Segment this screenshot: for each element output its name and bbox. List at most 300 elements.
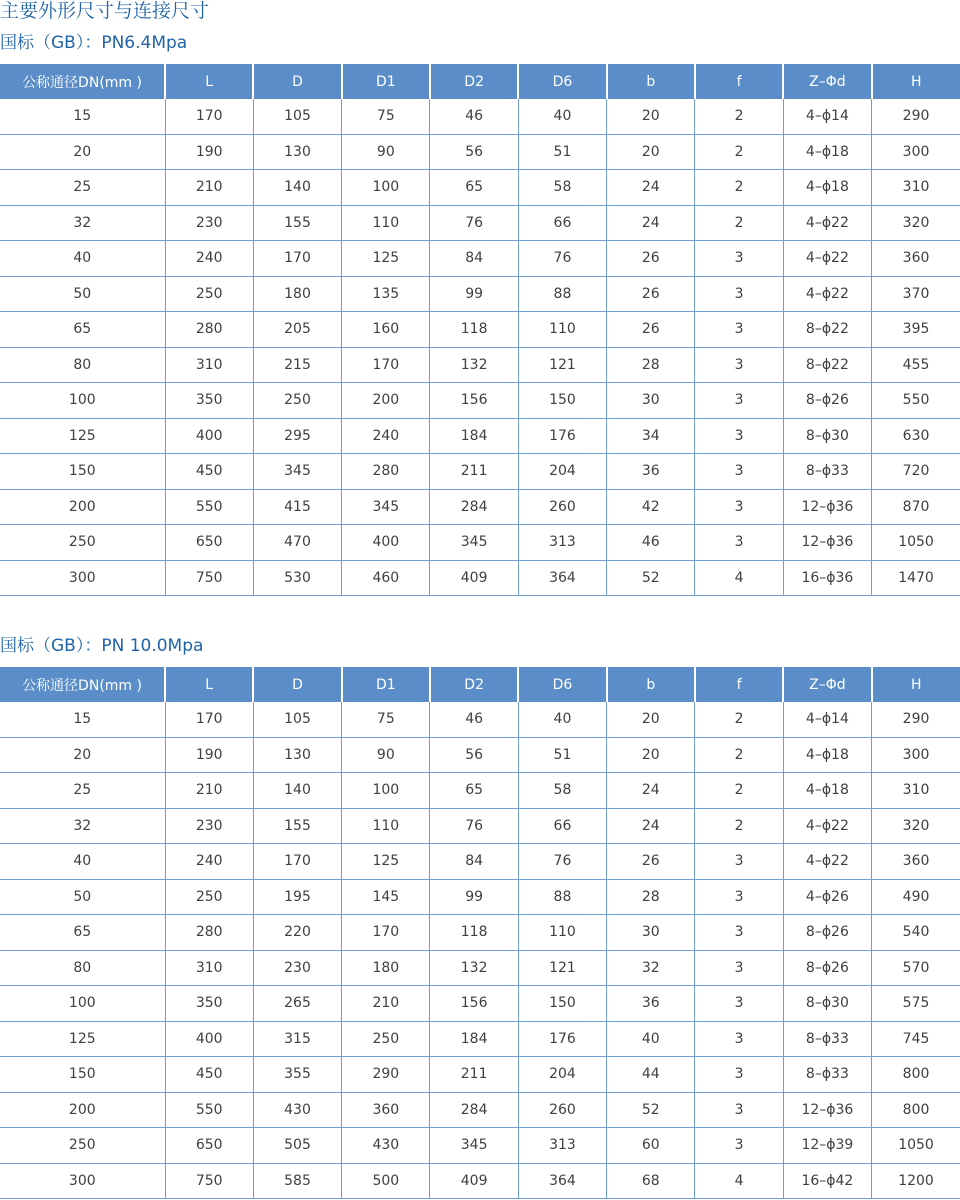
- table-cell: 300: [872, 737, 960, 773]
- table-cell: 3: [695, 950, 783, 986]
- table-cell: 40: [518, 702, 606, 737]
- table-cell: 1050: [872, 1128, 960, 1164]
- table-cell: 1470: [872, 560, 960, 596]
- table-cell: 455: [872, 347, 960, 383]
- table-cell: 110: [342, 205, 430, 241]
- table-cell: 65: [0, 312, 165, 348]
- table-cell: 290: [342, 1057, 430, 1093]
- table-cell: 3: [695, 454, 783, 490]
- table-cell: 80: [0, 950, 165, 986]
- table-cell: 3: [695, 1057, 783, 1093]
- table-cell: 3: [695, 241, 783, 277]
- table-cell: 76: [518, 844, 606, 880]
- table-cell: 360: [872, 844, 960, 880]
- table-cell: 26: [607, 312, 695, 348]
- table-cell: 125: [0, 1021, 165, 1057]
- table-cell: 84: [430, 241, 518, 277]
- table-cell: 3: [695, 1021, 783, 1057]
- table-cell: 8–ϕ33: [783, 1021, 871, 1057]
- table-cell: 12–ϕ36: [783, 525, 871, 561]
- column-header: D2: [430, 667, 518, 702]
- table-cell: 170: [165, 99, 253, 134]
- table-cell: 8–ϕ26: [783, 383, 871, 419]
- table-cell: 315: [253, 1021, 341, 1057]
- table-cell: 505: [253, 1128, 341, 1164]
- table-cell: 290: [872, 702, 960, 737]
- table-cell: 25: [0, 170, 165, 206]
- table-cell: 34: [607, 418, 695, 454]
- table-cell: 65: [430, 170, 518, 206]
- table-cell: 130: [253, 134, 341, 170]
- table-cell: 4: [695, 560, 783, 596]
- table-cell: 125: [342, 241, 430, 277]
- table-cell: 3: [695, 276, 783, 312]
- table-row: [0, 986, 960, 1022]
- column-header: f: [695, 64, 783, 99]
- table-row: [0, 99, 960, 134]
- table-cell: 8–ϕ26: [783, 950, 871, 986]
- table-row: [0, 383, 960, 419]
- table-cell: 51: [518, 134, 606, 170]
- table-cell: 3: [695, 347, 783, 383]
- column-header: b: [607, 667, 695, 702]
- table-cell: 30: [607, 915, 695, 951]
- table-cell: 230: [253, 950, 341, 986]
- table-cell: 150: [0, 1057, 165, 1093]
- table-cell: 4–ϕ18: [783, 737, 871, 773]
- table-cell: 65: [0, 915, 165, 951]
- table-cell: 4: [695, 1163, 783, 1199]
- table-cell: 2: [695, 737, 783, 773]
- column-header: D: [253, 667, 341, 702]
- table-cell: 430: [253, 1092, 341, 1128]
- table-cell: 4–ϕ18: [783, 773, 871, 809]
- table-cell: 100: [342, 170, 430, 206]
- table-row: [0, 489, 960, 525]
- table-row: [0, 1092, 960, 1128]
- dimensions-table-pn100: [0, 667, 960, 1199]
- table-cell: 56: [430, 737, 518, 773]
- table-cell: 100: [0, 986, 165, 1022]
- table-cell: 105: [253, 99, 341, 134]
- table-cell: 170: [165, 702, 253, 737]
- table-cell: 51: [518, 737, 606, 773]
- table-cell: 490: [872, 879, 960, 915]
- table-cell: 4–ϕ14: [783, 99, 871, 134]
- table-cell: 12–ϕ39: [783, 1128, 871, 1164]
- table-cell: 20: [607, 702, 695, 737]
- table-cell: 320: [872, 808, 960, 844]
- table-cell: 36: [607, 986, 695, 1022]
- table-cell: 3: [695, 418, 783, 454]
- table-cell: 76: [430, 808, 518, 844]
- table-cell: 28: [607, 347, 695, 383]
- table-cell: 156: [430, 986, 518, 1022]
- table-cell: 99: [430, 276, 518, 312]
- table-cell: 50: [0, 879, 165, 915]
- table-cell: 76: [518, 241, 606, 277]
- table-cell: 44: [607, 1057, 695, 1093]
- table-cell: 125: [0, 418, 165, 454]
- table-cell: 210: [165, 773, 253, 809]
- table-cell: 76: [430, 205, 518, 241]
- table-cell: 170: [342, 915, 430, 951]
- table-cell: 205: [253, 312, 341, 348]
- table-cell: 3: [695, 489, 783, 525]
- table-cell: 32: [0, 808, 165, 844]
- table-cell: 200: [0, 489, 165, 525]
- table-subtitle-pn64: 国标（GB）：PN6.4Mpa: [0, 33, 188, 53]
- table-cell: 40: [607, 1021, 695, 1057]
- table-cell: 100: [342, 773, 430, 809]
- column-header: Z–Φd: [783, 64, 871, 99]
- table-cell: 350: [165, 383, 253, 419]
- table-cell: 310: [165, 347, 253, 383]
- table-cell: 105: [253, 702, 341, 737]
- table-cell: 575: [872, 986, 960, 1022]
- table-cell: 32: [0, 205, 165, 241]
- table-cell: 870: [872, 489, 960, 525]
- table-cell: 176: [518, 1021, 606, 1057]
- table-cell: 220: [253, 915, 341, 951]
- table-cell: 195: [253, 879, 341, 915]
- table-row: [0, 347, 960, 383]
- table-cell: 58: [518, 773, 606, 809]
- table-cell: 240: [165, 241, 253, 277]
- table-cell: 90: [342, 737, 430, 773]
- table-row: [0, 525, 960, 561]
- table-cell: 40: [0, 241, 165, 277]
- table-cell: 26: [607, 241, 695, 277]
- table-cell: 211: [430, 1057, 518, 1093]
- table-cell: 570: [872, 950, 960, 986]
- table-cell: 110: [518, 915, 606, 951]
- table-cell: 8–ϕ33: [783, 454, 871, 490]
- table-cell: 24: [607, 808, 695, 844]
- table-cell: 121: [518, 347, 606, 383]
- table-cell: 3: [695, 879, 783, 915]
- table-cell: 290: [872, 99, 960, 134]
- table-cell: 450: [165, 454, 253, 490]
- table-cell: 184: [430, 418, 518, 454]
- table-cell: 155: [253, 808, 341, 844]
- table-cell: 4–ϕ22: [783, 808, 871, 844]
- table-cell: 345: [430, 1128, 518, 1164]
- table-cell: 8–ϕ22: [783, 312, 871, 348]
- table-cell: 355: [253, 1057, 341, 1093]
- table-subtitle-pn100: 国标（GB）：PN 10.0Mpa: [0, 636, 204, 656]
- table-cell: 180: [342, 950, 430, 986]
- table-cell: 66: [518, 808, 606, 844]
- table-cell: 150: [0, 454, 165, 490]
- table-row: [0, 950, 960, 986]
- table-cell: 345: [253, 454, 341, 490]
- table-row: [0, 1128, 960, 1164]
- table-cell: 2: [695, 205, 783, 241]
- table-cell: 135: [342, 276, 430, 312]
- table-cell: 300: [0, 560, 165, 596]
- table-cell: 3: [695, 844, 783, 880]
- column-header: Z–Φd: [783, 667, 871, 702]
- table-cell: 204: [518, 1057, 606, 1093]
- table-cell: 430: [342, 1128, 430, 1164]
- table-cell: 121: [518, 950, 606, 986]
- table-cell: 24: [607, 205, 695, 241]
- table-cell: 3: [695, 312, 783, 348]
- table-cell: 84: [430, 844, 518, 880]
- table-cell: 90: [342, 134, 430, 170]
- table-cell: 400: [165, 1021, 253, 1057]
- table-cell: 15: [0, 99, 165, 134]
- table-cell: 2: [695, 808, 783, 844]
- table-cell: 110: [518, 312, 606, 348]
- table-cell: 364: [518, 1163, 606, 1199]
- table-cell: 99: [430, 879, 518, 915]
- table-cell: 8–ϕ22: [783, 347, 871, 383]
- table-cell: 4–ϕ18: [783, 170, 871, 206]
- table-cell: 2: [695, 134, 783, 170]
- table-cell: 2: [695, 702, 783, 737]
- table-cell: 540: [872, 915, 960, 951]
- table-row: [0, 915, 960, 951]
- table-cell: 345: [430, 525, 518, 561]
- table-cell: 8–ϕ33: [783, 1057, 871, 1093]
- table-cell: 630: [872, 418, 960, 454]
- table-cell: 24: [607, 773, 695, 809]
- table-cell: 190: [165, 134, 253, 170]
- table-cell: 140: [253, 170, 341, 206]
- table-cell: 313: [518, 1128, 606, 1164]
- table-header-row: [0, 667, 960, 702]
- table-cell: 3: [695, 1092, 783, 1128]
- table-cell: 2: [695, 99, 783, 134]
- table-cell: 4–ϕ22: [783, 276, 871, 312]
- table-cell: 80: [0, 347, 165, 383]
- table-cell: 100: [0, 383, 165, 419]
- table-cell: 360: [342, 1092, 430, 1128]
- column-header: D1: [342, 667, 430, 702]
- column-header: f: [695, 667, 783, 702]
- column-header: D6: [518, 667, 606, 702]
- table-cell: 585: [253, 1163, 341, 1199]
- table-row: [0, 879, 960, 915]
- table-row: [0, 276, 960, 312]
- table-cell: 460: [342, 560, 430, 596]
- table-cell: 8–ϕ30: [783, 986, 871, 1022]
- table-cell: 132: [430, 950, 518, 986]
- table-cell: 750: [165, 1163, 253, 1199]
- table-cell: 145: [342, 879, 430, 915]
- table-cell: 25: [0, 773, 165, 809]
- column-header: H: [872, 667, 960, 702]
- table-cell: 46: [607, 525, 695, 561]
- table-cell: 720: [872, 454, 960, 490]
- table-cell: 184: [430, 1021, 518, 1057]
- table-cell: 40: [0, 844, 165, 880]
- table-cell: 75: [342, 99, 430, 134]
- table-cell: 3: [695, 383, 783, 419]
- table-cell: 230: [165, 205, 253, 241]
- table-cell: 265: [253, 986, 341, 1022]
- table-cell: 650: [165, 525, 253, 561]
- column-header: D2: [430, 64, 518, 99]
- column-header: H: [872, 64, 960, 99]
- table-cell: 32: [607, 950, 695, 986]
- table-row: [0, 773, 960, 809]
- table-cell: 260: [518, 489, 606, 525]
- table-cell: 46: [430, 702, 518, 737]
- table-cell: 36: [607, 454, 695, 490]
- table-cell: 1200: [872, 1163, 960, 1199]
- table-cell: 42: [607, 489, 695, 525]
- table-row: [0, 454, 960, 490]
- table-cell: 240: [165, 844, 253, 880]
- table-cell: 310: [872, 773, 960, 809]
- table-cell: 88: [518, 879, 606, 915]
- table-cell: 65: [430, 773, 518, 809]
- table-cell: 125: [342, 844, 430, 880]
- table-cell: 190: [165, 737, 253, 773]
- table-cell: 345: [342, 489, 430, 525]
- table-cell: 8–ϕ26: [783, 915, 871, 951]
- table-row: [0, 808, 960, 844]
- table-row: [0, 1163, 960, 1199]
- table-cell: 3: [695, 915, 783, 951]
- table-cell: 210: [165, 170, 253, 206]
- table-cell: 240: [342, 418, 430, 454]
- table-cell: 30: [607, 383, 695, 419]
- table-cell: 250: [165, 276, 253, 312]
- table-cell: 20: [607, 134, 695, 170]
- table-cell: 16–ϕ42: [783, 1163, 871, 1199]
- page-title: 主要外形尺寸与连接尺寸: [0, 0, 210, 22]
- table-row: [0, 1057, 960, 1093]
- table-cell: 3: [695, 1128, 783, 1164]
- table-cell: 50: [0, 276, 165, 312]
- table-cell: 150: [518, 383, 606, 419]
- table-cell: 295: [253, 418, 341, 454]
- table-cell: 46: [430, 99, 518, 134]
- table-cell: 155: [253, 205, 341, 241]
- table-cell: 284: [430, 489, 518, 525]
- table-cell: 284: [430, 1092, 518, 1128]
- table-cell: 170: [342, 347, 430, 383]
- table-cell: 450: [165, 1057, 253, 1093]
- table-cell: 75: [342, 702, 430, 737]
- table-cell: 350: [165, 986, 253, 1022]
- table-cell: 211: [430, 454, 518, 490]
- table-cell: 409: [430, 1163, 518, 1199]
- table-cell: 360: [872, 241, 960, 277]
- table-cell: 12–ϕ36: [783, 1092, 871, 1128]
- table-row: [0, 418, 960, 454]
- table-cell: 530: [253, 560, 341, 596]
- table-row: [0, 844, 960, 880]
- table-cell: 500: [342, 1163, 430, 1199]
- table-cell: 4–ϕ22: [783, 241, 871, 277]
- table-cell: 280: [165, 915, 253, 951]
- table-cell: 1050: [872, 525, 960, 561]
- column-header: L: [165, 64, 253, 99]
- table-cell: 8–ϕ30: [783, 418, 871, 454]
- table-cell: 310: [165, 950, 253, 986]
- table-cell: 110: [342, 808, 430, 844]
- table-cell: 15: [0, 702, 165, 737]
- table-cell: 313: [518, 525, 606, 561]
- table-cell: 750: [165, 560, 253, 596]
- table-cell: 3: [695, 986, 783, 1022]
- table-cell: 550: [165, 489, 253, 525]
- table-header-row: [0, 64, 960, 99]
- table-row: [0, 312, 960, 348]
- table-cell: 250: [342, 1021, 430, 1057]
- column-header: D1: [342, 64, 430, 99]
- table-cell: 170: [253, 241, 341, 277]
- table-cell: 300: [0, 1163, 165, 1199]
- column-header: b: [607, 64, 695, 99]
- column-header: D: [253, 64, 341, 99]
- table-cell: 160: [342, 312, 430, 348]
- table-cell: 12–ϕ36: [783, 489, 871, 525]
- table-row: [0, 241, 960, 277]
- dimensions-table-pn64: [0, 64, 960, 596]
- table-cell: 176: [518, 418, 606, 454]
- table-cell: 250: [0, 525, 165, 561]
- table-cell: 800: [872, 1057, 960, 1093]
- table-cell: 250: [0, 1128, 165, 1164]
- table-cell: 40: [518, 99, 606, 134]
- table-cell: 250: [165, 879, 253, 915]
- table-cell: 24: [607, 170, 695, 206]
- table-cell: 150: [518, 986, 606, 1022]
- table-row: [0, 170, 960, 206]
- column-header: 公称通径DN(mm ): [0, 667, 165, 702]
- table-cell: 230: [165, 808, 253, 844]
- table-cell: 28: [607, 879, 695, 915]
- table-cell: 132: [430, 347, 518, 383]
- table-cell: 364: [518, 560, 606, 596]
- table-cell: 400: [342, 525, 430, 561]
- table-cell: 250: [253, 383, 341, 419]
- column-header: L: [165, 667, 253, 702]
- table-cell: 200: [342, 383, 430, 419]
- table-cell: 4–ϕ26: [783, 879, 871, 915]
- column-header: 公称通径DN(mm ): [0, 64, 165, 99]
- table-cell: 58: [518, 170, 606, 206]
- table-cell: 66: [518, 205, 606, 241]
- table-cell: 215: [253, 347, 341, 383]
- table-cell: 88: [518, 276, 606, 312]
- table-cell: 118: [430, 915, 518, 951]
- table-cell: 415: [253, 489, 341, 525]
- table-cell: 4–ϕ18: [783, 134, 871, 170]
- table-cell: 118: [430, 312, 518, 348]
- table-cell: 52: [607, 560, 695, 596]
- table-row: [0, 205, 960, 241]
- table-cell: 4–ϕ22: [783, 844, 871, 880]
- table-cell: 470: [253, 525, 341, 561]
- table-cell: 130: [253, 737, 341, 773]
- table-cell: 170: [253, 844, 341, 880]
- table-cell: 3: [695, 525, 783, 561]
- table-cell: 52: [607, 1092, 695, 1128]
- table-cell: 300: [872, 134, 960, 170]
- table-cell: 156: [430, 383, 518, 419]
- table-cell: 210: [342, 986, 430, 1022]
- table-cell: 20: [0, 737, 165, 773]
- table-cell: 409: [430, 560, 518, 596]
- table-cell: 4–ϕ22: [783, 205, 871, 241]
